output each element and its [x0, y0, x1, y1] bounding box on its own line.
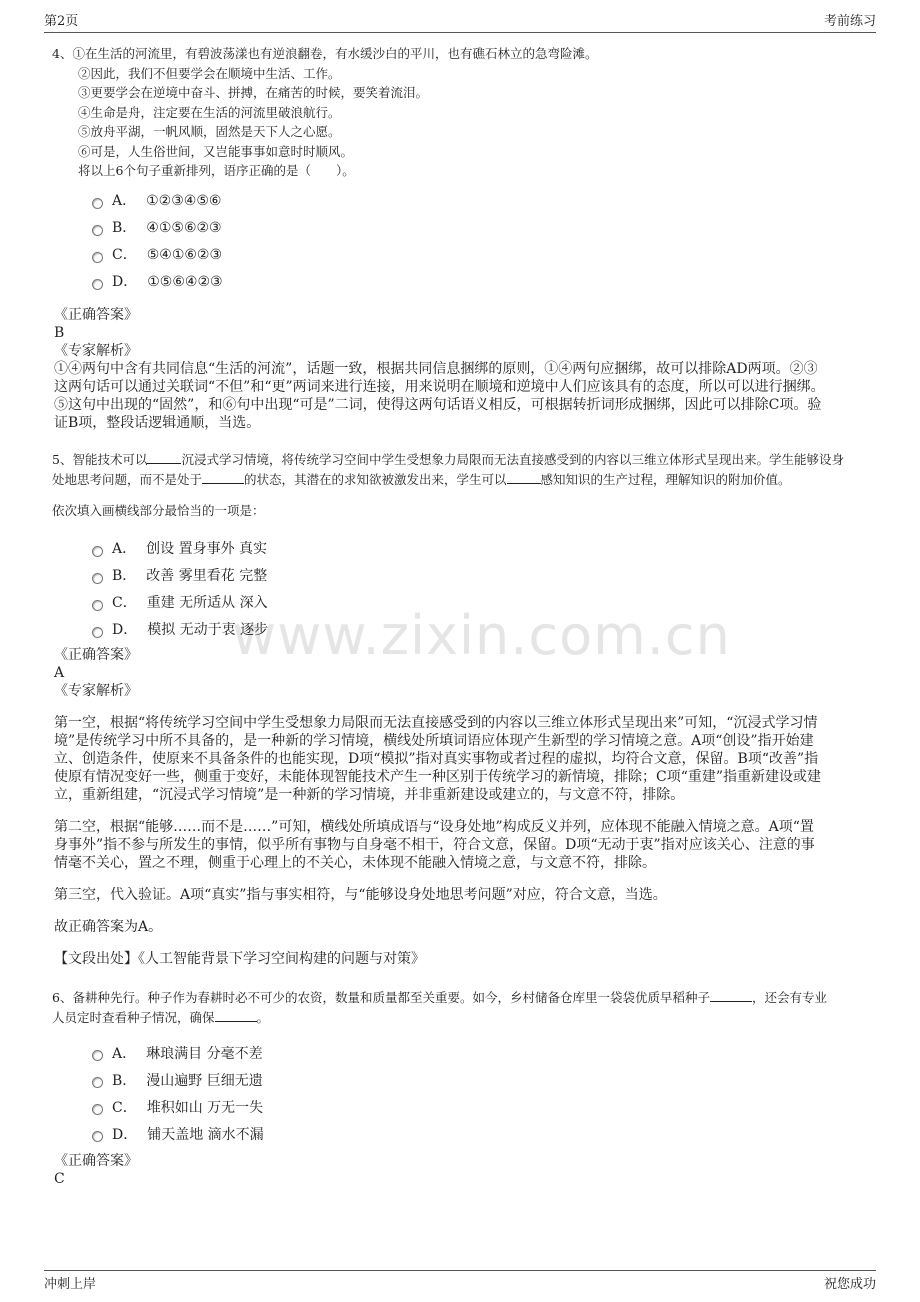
analysis-line: 使原有情况变好一些，侧重于变好，未能体现智能技术产生一种区别于传统学习的新情境，排除；C项“重建”指重新建设或建: [54, 769, 822, 785]
option-text: 铺天盖地 滴水不漏: [147, 1126, 264, 1143]
footer-right: 祝您成功: [823, 1277, 876, 1292]
q5-prompt: 依次填入画横线部分最恰当的一项是：: [52, 503, 265, 518]
header-title: 考前练习: [823, 14, 876, 29]
option-letter: B．: [112, 220, 137, 237]
option-c[interactable]: [52, 243, 872, 270]
answer-label: 《正确答案》: [54, 647, 138, 663]
option-d[interactable]: [52, 270, 872, 297]
q6-answer-block: [54, 1152, 864, 1188]
q4-line: ⑤放舟平湖，一帆风顺，固然是天下人之心愿。: [78, 124, 341, 139]
option-letter: B．: [112, 1072, 137, 1089]
q5-answer-block: [54, 646, 864, 968]
analysis-paragraph: [54, 818, 864, 872]
q6-line: [52, 1008, 872, 1028]
q4-options: [52, 189, 872, 297]
analysis-line: 立、创造条件，使原来不具备条件的也能实现，D项“模拟”指对真实事物或者过程的虚拟，均符合文意，保留。B项“改善”指: [54, 751, 819, 767]
fill-blank: [147, 451, 181, 464]
analysis-line: 情毫不关心，置之不理，侧重于心理上的不关心，未体现不能融入情境之意，与文意不符，排除。: [54, 855, 656, 871]
option-c[interactable]: [52, 1095, 872, 1122]
option-text: 重建 无所适从 深入: [146, 595, 268, 612]
option-text: ④①⑤⑥②③: [146, 220, 222, 237]
analysis-paragraph: [54, 714, 864, 804]
q5-options: [52, 537, 872, 645]
radio-button[interactable]: [92, 627, 103, 638]
correct-answer: C: [54, 1171, 65, 1187]
option-letter: C．: [112, 1099, 137, 1116]
option-b[interactable]: [52, 1068, 872, 1095]
radio-button[interactable]: [92, 1104, 103, 1115]
radio-button[interactable]: [92, 573, 103, 584]
page-footer: [44, 1270, 876, 1297]
question-6: [52, 988, 872, 1149]
q6-text: 6、备耕种先行。种子作为春耕时必不可少的农资，数量和质量都至关重要。如今，乡村储备仓库里一袋袋优质早稻种子: [52, 990, 710, 1005]
page-header: [44, 10, 876, 33]
footer-left: 冲刺上岸: [44, 1277, 97, 1292]
fill-blank: [507, 471, 541, 484]
analysis-line: 这两句话可以通过关联词“不但”和“更”两词来进行连接，用来说明在顺境和逆境中人们应该具有的态度，所以可以进行捆绑。: [54, 379, 825, 395]
analysis-conclusion: 故正确答案为A。: [54, 919, 163, 935]
source-citation: 【文段出处】《人工智能背景下学习空间构建的问题与对策》: [54, 951, 425, 967]
analysis-line: ①④两句中含有共同信息“生活的河流”，话题一致，根据共同信息捆绑的原则，①④两句应捆绑，故可以排除AD两项。②③: [54, 361, 818, 377]
option-d[interactable]: [52, 1122, 872, 1149]
q6-text: 人员定时查看种子情况，确保: [52, 1009, 215, 1025]
question-4: [52, 44, 872, 297]
fill-blank: [710, 989, 752, 1002]
q4-prompt: 将以上6个句子重新排列，语序正确的是（ ）。: [78, 163, 355, 178]
analysis-line: 证B项，整段话逻辑通顺，当选。: [54, 415, 261, 431]
option-letter: B．: [112, 568, 137, 585]
correct-answer: A: [54, 665, 65, 681]
q6-options: [52, 1041, 872, 1149]
q4-line: ⑥可是，人生俗世间，又岂能事事如意时时顺风。: [78, 143, 354, 159]
option-letter: A．: [112, 541, 137, 558]
analysis-line: 境”是传统学习中所不具备的，是一种新的学习情境，横线处所填词语应体现产生新型的学习情境之意。A项“创设”指开始建: [54, 733, 814, 749]
radio-button[interactable]: [92, 546, 103, 557]
q5-text: 感知知识的生产过程，理解知识的附加价值。: [540, 471, 791, 487]
q5-text: 处地思考问题，而不是处于: [52, 471, 203, 487]
radio-button[interactable]: [92, 1131, 103, 1142]
page-number: 第2页: [44, 14, 79, 29]
option-c[interactable]: [52, 591, 872, 618]
option-letter: D．: [112, 1126, 138, 1143]
option-text: 琳琅满目 分毫不差: [146, 1045, 263, 1062]
option-b[interactable]: [52, 564, 872, 591]
option-letter: A．: [112, 1045, 137, 1062]
fill-blank: [202, 471, 244, 484]
fill-blank: [215, 1009, 257, 1022]
option-a[interactable]: [52, 537, 872, 564]
correct-answer: B: [54, 325, 65, 341]
q6-line: [52, 988, 872, 1008]
q4-line: ②因此，我们不但要学会在顺境中生活、工作。: [78, 65, 341, 81]
analysis-label: 《专家解析》: [54, 683, 138, 699]
analysis-line: 第一空，根据“将传统学习空间中学生受想象力局限而无法直接感受到的内容以三维立体形式呈现出来”可知，“沉浸式学习情: [54, 715, 818, 731]
option-letter: D．: [112, 274, 138, 291]
q4-line: ③更要学会在逆境中奋斗、拼搏，在痛苦的时候，要笑着流泪。: [78, 85, 429, 100]
q4-line: ④生命是舟，注定要在生活的河流里破浪航行。: [78, 104, 341, 120]
analysis-paragraph: 第三空，代入验证。A项“真实”指与事实相符，与“能够设身处地思考问题”对应，符合文意，当选。: [54, 887, 667, 903]
q5-text: 的状态，其潜在的求知欲被激发出来，学生可以: [244, 471, 507, 487]
answer-label: 《正确答案》: [54, 307, 138, 323]
radio-button[interactable]: [92, 279, 103, 290]
radio-button[interactable]: [92, 600, 103, 611]
option-text: 创设 置身事外 真实: [146, 541, 268, 558]
analysis-line: 身事外”指不参与所发生的事情，似乎所有事物与自身毫不相干，符合文意，保留。D项“无动于衷”指对应该关心、注意的事: [54, 837, 815, 853]
option-a[interactable]: [52, 189, 872, 216]
radio-button[interactable]: [92, 225, 103, 236]
option-b[interactable]: [52, 216, 872, 243]
q4-answer-block: [54, 306, 864, 432]
q6-text: ，还会有专业: [751, 990, 827, 1005]
option-letter: C．: [112, 247, 137, 264]
watermark: www.zixin.com.cn: [232, 604, 731, 667]
question-5: [52, 450, 872, 645]
answer-label: 《正确答案》: [54, 1153, 138, 1169]
option-letter: A．: [112, 193, 137, 210]
q5-text: 5、智能技术可以: [52, 452, 148, 467]
radio-button[interactable]: [92, 198, 103, 209]
option-text: 模拟 无动于衷 逐步: [147, 622, 269, 639]
option-text: ①⑤⑥④②③: [147, 274, 223, 291]
option-text: 堆积如山 万无一失: [146, 1099, 264, 1116]
analysis-line: 第二空，根据“能够……而不是……”可知，横线处所填成语与“设身处地”构成反义并列，应体现不能融入情境之意。A项“置: [54, 819, 814, 835]
q4-line: 4、①在生活的河流里，有碧波荡漾也有逆浪翻卷，有水缓沙白的平川，也有礁石林立的急弯险滩。: [52, 46, 598, 61]
option-text: 漫山遍野 巨细无遗: [146, 1072, 263, 1089]
q6-text: 。: [256, 1009, 270, 1025]
option-a[interactable]: [52, 1041, 872, 1068]
radio-button[interactable]: [92, 1077, 103, 1088]
analysis-line: 立，重新组建，“沉浸式学习情境”是一种新的学习情境，并非重新建设或建立的，与文意不符，排除。: [54, 787, 685, 803]
radio-button[interactable]: [92, 252, 103, 263]
option-text: 改善 雾里看花 完整: [146, 568, 268, 585]
radio-button[interactable]: [92, 1050, 103, 1061]
option-letter: C．: [112, 595, 137, 612]
analysis-line: ⑤这句中出现的“固然”，和⑥句中出现“可是”二词，使得这两句话语义相反，可根据转折词形成捆绑，因此可以排除C项。验: [54, 397, 822, 413]
option-text: ①②③④⑤⑥: [146, 193, 222, 210]
option-letter: D．: [112, 622, 138, 639]
q5-text: 沉浸式学习情境，将传统学习空间中学生受想象力局限而无法直接感受到的内容以三维立体形式呈现出来。学生能够设身: [181, 452, 844, 467]
option-text: ⑤④①⑥②③: [146, 247, 223, 264]
q5-line: [52, 470, 872, 490]
q5-line: [52, 450, 872, 470]
analysis-label: 《专家解析》: [54, 343, 138, 359]
option-d[interactable]: [52, 618, 872, 645]
